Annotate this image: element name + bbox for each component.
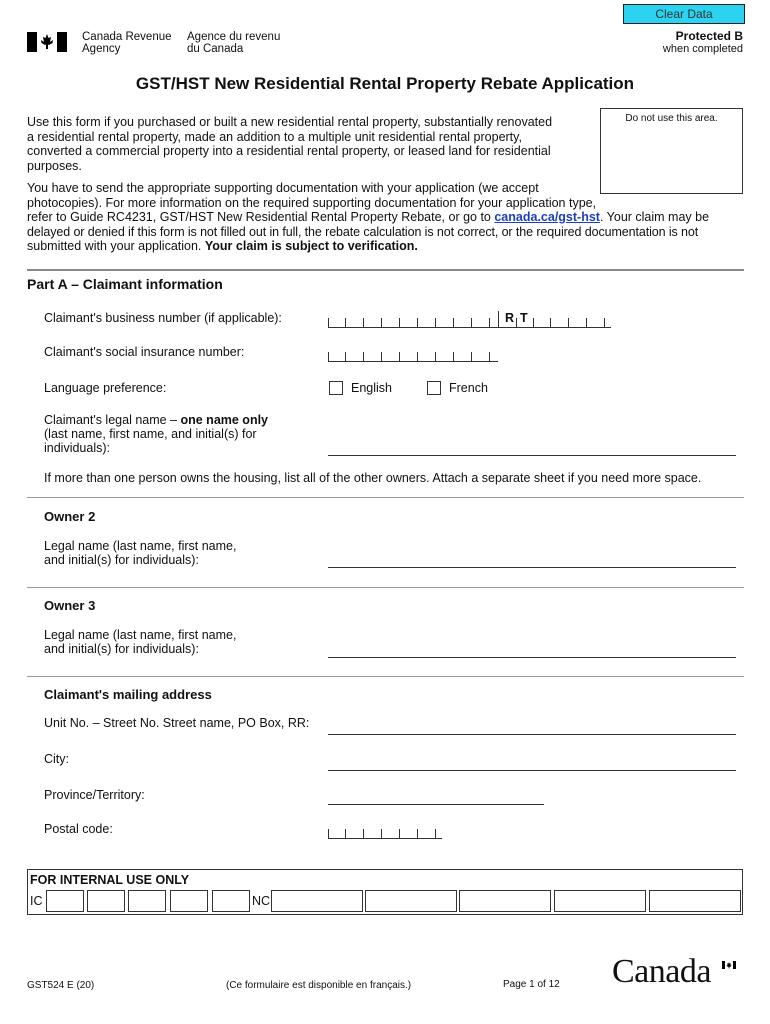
divider [27, 676, 744, 677]
owner-3-legal-name-input[interactable] [328, 657, 736, 658]
ic-box[interactable] [46, 890, 84, 912]
ic-box[interactable] [128, 890, 166, 912]
when-completed-label: when completed [662, 43, 743, 55]
page-number: Page 1 of 12 [503, 979, 560, 990]
nc-box[interactable] [365, 890, 457, 912]
city-input[interactable] [328, 770, 736, 771]
owner-2-heading: Owner 2 [44, 509, 96, 524]
intro-paragraph-1: Use this form if you purchased or built a new residential rental property, substantially renovated a residential rental property, made an addition to a multiple unit residential rental property, converted a commercial property into a residential rental property, or leased land for residential purposes. [27, 115, 553, 173]
street-label: Unit No. – Street No. Street name, PO Box, RR: [44, 716, 310, 730]
protected-label: Protected B [675, 29, 743, 43]
owner-2-legal-name-label: Legal name (last name, first name, and initial(s) for individuals): [44, 539, 237, 567]
intro-paragraph-2: You have to send the appropriate supporting documentation with your application (we accept photocopies). For more information on the required supporting documentation for your application type, refer to Guide RC4231, GST/HST New Residential Rental Property Rebate, or go to canada.ca/gst-hst. Your claim may be delayed or denied if this form is not filled out in full, the rebate calculation is not correct, or the required documentation is not submitted with your application. Your claim is subject to verification. [27, 181, 710, 253]
street-input[interactable] [328, 734, 736, 735]
english-label: English [351, 381, 392, 395]
ic-box[interactable] [170, 890, 208, 912]
nc-box[interactable] [459, 890, 551, 912]
mailing-address-heading: Claimant's mailing address [44, 687, 212, 702]
postal-code-label: Postal code: [44, 822, 113, 836]
language-label: Language preference: [44, 381, 167, 395]
sin-label: Claimant's social insurance number: [44, 345, 245, 359]
agency-name-fr: Agence du revenu du Canada [187, 31, 281, 55]
form-id: GST524 E (20) [27, 980, 95, 991]
business-number-label: Claimant's business number (if applicable): [44, 311, 282, 325]
gst-hst-link[interactable]: canada.ca/gst-hst [494, 210, 600, 224]
wordmark-flag-icon [722, 958, 736, 966]
owner-3-heading: Owner 3 [44, 598, 96, 613]
clear-data-button[interactable]: Clear Data [623, 4, 745, 24]
owner-3-legal-name-label: Legal name (last name, first name, and initial(s) for individuals): [44, 628, 237, 656]
sin-field[interactable] [328, 345, 498, 362]
ic-box[interactable] [87, 890, 125, 912]
owners-note: If more than one person owns the housing, list all of the other owners. Attach a separate sheet if you need more space. [44, 471, 702, 485]
province-label: Province/Territory: [44, 788, 145, 802]
province-input[interactable] [328, 804, 544, 805]
legal-name-input[interactable] [328, 455, 736, 456]
postal-code-field[interactable] [328, 822, 442, 839]
agency-name-en: Canada Revenue Agency [82, 31, 172, 55]
nc-box[interactable] [649, 890, 741, 912]
do-not-use-area: Do not use this area. [600, 108, 743, 194]
owner-2-legal-name-input[interactable] [328, 567, 736, 568]
ic-box[interactable] [212, 890, 250, 912]
business-number-field[interactable]: R T [328, 311, 611, 328]
canada-flag-icon [27, 32, 67, 52]
divider [27, 497, 744, 498]
english-checkbox[interactable] [329, 381, 343, 395]
nc-box[interactable] [554, 890, 646, 912]
legal-name-label: Claimant's legal name – one name only (last name, first name, and initial(s) for individuals): [44, 413, 269, 455]
ic-label: IC [30, 894, 43, 908]
divider [27, 269, 744, 271]
city-label: City: [44, 752, 69, 766]
french-availability-note: (Ce formulaire est disponible en français.) [226, 980, 412, 991]
part-a-heading: Part A – Claimant information [27, 276, 223, 292]
divider [27, 587, 744, 588]
nc-label: NC [252, 894, 271, 908]
page-title: GST/HST New Residential Rental Property Rebate Application [135, 74, 635, 93]
internal-use-box: FOR INTERNAL USE ONLY IC NC [27, 869, 743, 915]
canada-wordmark: Canada [612, 953, 711, 990]
nc-box[interactable] [271, 890, 363, 912]
french-label: French [449, 381, 488, 395]
french-checkbox[interactable] [427, 381, 441, 395]
